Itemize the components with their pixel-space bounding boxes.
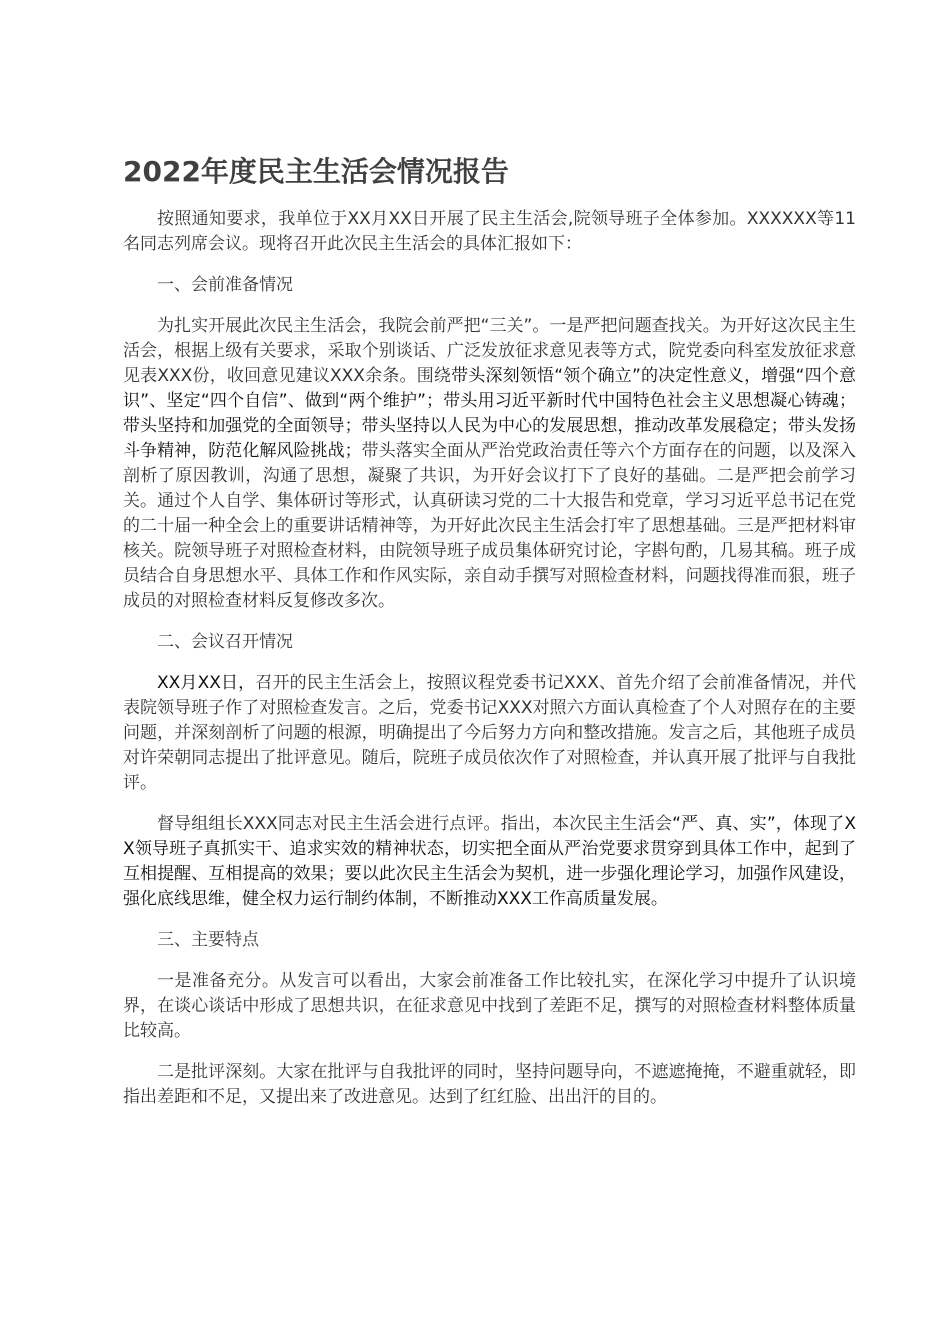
section-2-comment-b: “严、真、实”，体现了XX领导班子真抓实干、追求实效的精神状态，切实把全面从严治党要求贯穿到具体工作中，起到了互相提醒、互相提高的效果；要以此次民主生活会为契机，进一步强化理论学习，加强作风建设，强化底线思维，健全权力运行制约体制，不断推动XXX工作高质量发展。 — [123, 814, 856, 909]
section-1-text-c: 带头落实全面从严治党政治责任等六个方面存在的问题，以及深入剖析了原因教训，沟通了思想，凝聚了共识，为开好会议打下了良好的基础。二是严把会前学习关。通过个人自学、集体研讨等形式，认真研读习党的二十大报告和党章，学习习近平总书记在党的二十届一种全会上的重要讲话精神等，为开好此次民主生活会打牢了思想基础。三是严把材料审核关。院领导班子对照检查材料，由院领导班子成员集体研究讨论，字斟句酌，几易其稿。班子成员结合自身思想水平、具体工作和作风实际，亲自动手撰写对照检查材料，问题找得准而狠，班子成员的对照检查材料反复修改多次。 — [123, 441, 857, 611]
section-3-heading: 三、主要特点 — [157, 930, 259, 950]
intro-paragraph: 按照通知要求，我单位于XX月XX日开展了民主生活会,院领导班子全体参加。XXXXXX等11名同志列席会议。现将召开此次民主生活会的具体汇报如下： — [123, 209, 856, 254]
document-body — [123, 207, 856, 1126]
section-1-text-b: 带头深刻领悟“领个确立”的决定性意义，增强“四个意识”、坚定“四个自信”、做到“两个维护”；带头用习近平新时代中国特色社会主义思想凝心铸魂；带头坚持和加强党的全面领导；带头坚持以人民为中心的发展思想，推动改革发展稳定；带头发扬斗争精神，防范化解风险挑战； — [123, 366, 856, 461]
section-3-paragraph-2: 二是批评深刻。大家在批评与自我批评的同时，坚持问题导向，不遮遮掩掩，不避重就轻，即指出差距和不足，又提出来了改进意见。达到了红红脸、出出汗的目的。 — [123, 1062, 856, 1107]
section-2-date-text: XX月XX日， — [157, 673, 256, 693]
section-2-text: 召开的民主生活会上，按照议程党委书记XXX、首先介绍了会前准备情况，并代表院领导班子作了对照检查发言。之后，党委书记XXX对照六方面认真检查了个人对照存在的主要问题，并深刻剖析了问题的根源，明确提出了今后努力方向和整改措施。发言之后，其他班子成员对许荣朝同志提出了批评意见。随后，院班子成员依次作了对照检查，并认真开展了批评与自我批评。 — [123, 673, 856, 793]
section-2-comment-a: 督导组组长XXX同志对民主生活会进行点评。指出，本次民主生活会 — [157, 814, 673, 834]
section-1-paragraph — [123, 314, 856, 614]
document-title: 2022年度民主生活会情况报告 — [123, 155, 509, 188]
section-1-heading: 一、会前准备情况 — [157, 275, 293, 295]
section-1-text-a: 为扎实开展此次民主生活会，我院会前严把“三关”。一是严把问题查找关。为开好这次民主生活会，根据上级有关要求，采取个别谈话、广泛发放征求意见表等方式，院党委向科室发放征求意见表XXX份，收回意见建议XXX余条。围绕 — [123, 316, 856, 386]
section-2-heading: 二、会议召开情况 — [157, 632, 293, 652]
section-2-paragraph-1 — [123, 671, 856, 796]
section-3-paragraph-1: 一是准备充分。从发言可以看出，大家会前准备工作比较扎实，在深化学习中提升了认识境界，在谈心谈话中形成了思想共识，在征求意见中找到了差距不足，撰写的对照检查材料整体质量比较高。 — [123, 971, 856, 1041]
section-2-paragraph-2 — [123, 812, 856, 912]
